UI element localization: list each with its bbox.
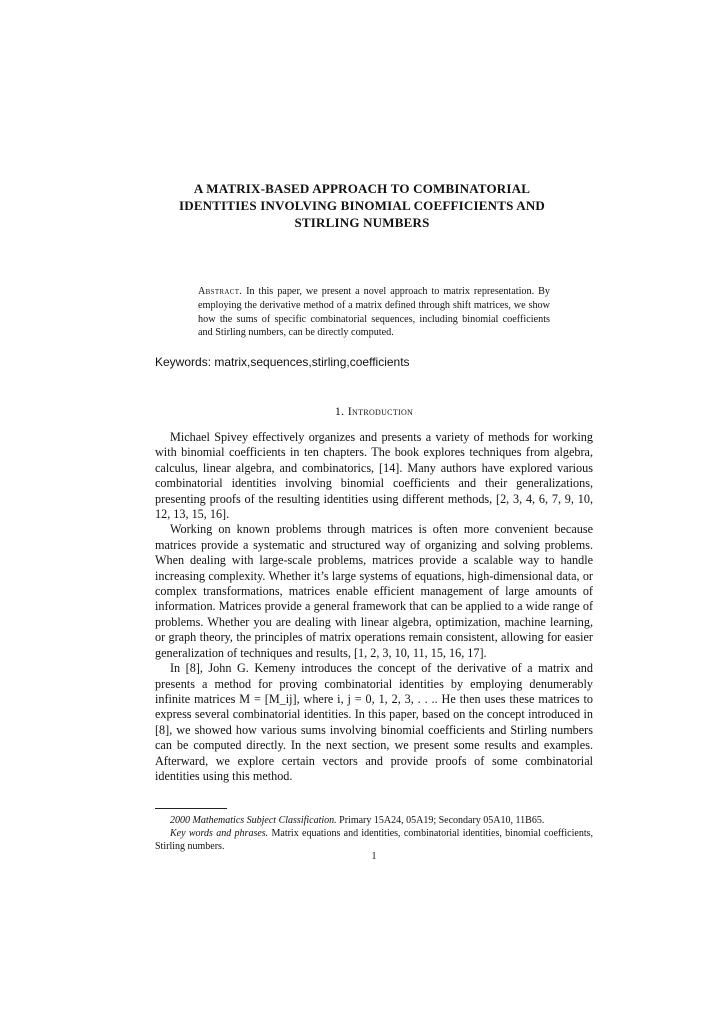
abstract-text: In this paper, we present a novel approach to matrix representation. By employing the derivative method of a matrix defined through shift matrices, we show how the sums of specific combinatorial sequences, including binomial coefficients and Stirling numbers, can be directly computed. (198, 286, 550, 339)
footnote-msc (155, 814, 593, 827)
paragraph-3: In [8], John G. Kemeny introduces the concept of the derivative of a matrix and presents a method for proving combinatorial identities by employing denumerably infinite matrices M = [M_ij], where i, j = 0, 1, 2, 3, . . .. He then uses these matrices to express several combinatorial identities. In this paper, based on the concept introduced in [8], we showed how various sums involving binomial coefficients and Stirling numbers can be computed directly. In the next section, we present some results and examples. Afterward, we explore certain vectors and provide proofs of some combinatorial identities using this method. (155, 661, 593, 783)
page-number: 1 (371, 851, 377, 862)
keywords-line: Keywords: matrix,sequences,stirling,coefficients (155, 355, 410, 369)
paragraph-1: Michael Spivey effectively organizes and presents a variety of methods for working with binomial coefficients in ten chapters. The book explores techniques from algebra, calculus, linear algebra, and combinatorics, [14]. Many authors have explored various combinatorial identities involving binomial coefficients and their generalizations, presenting proofs of the resulting identities using different methods, [2, 3, 4, 6, 7, 9, 10, 12, 13, 15, 16]. (155, 430, 593, 522)
title-line-3: STIRLING NUMBERS (294, 215, 430, 230)
footnote-keywords (155, 827, 593, 853)
footnote-keywords-text: Matrix equations and identities, combinatorial identities, binomial coefficients, Stirling numbers. (155, 828, 593, 852)
footnote-keywords-label: Key words and phrases. (170, 828, 269, 839)
footnote-rule (155, 808, 227, 809)
title-line-1: A MATRIX-BASED APPROACH TO COMBINATORIAL (193, 181, 531, 196)
section-heading-introduction: 1. Introduction (334, 404, 414, 418)
paragraph-2: Working on known problems through matrices is often more convenient because matrices provide a systematic and structured way of organizing and solving problems. When dealing with large-scale problems, matrices provide a scalable way to handle increasing complexity. Whether it’s large systems of equations, high-dimensional data, or complex transformations, matrices enable efficient management of large amounts of information. Matrices provide a general framework that can be applied to a wide range of problems. Whether you are dealing with linear algebra, optimization, machine learning, or graph theory, the principles of matrix operations remain consistent, allowing for easier generalization of techniques and results, [1, 2, 3, 10, 11, 15, 16, 17]. (155, 522, 593, 660)
abstract (198, 285, 550, 340)
introduction-body (155, 430, 593, 784)
footnote-msc-label: 2000 Mathematics Subject Classification. (170, 815, 337, 826)
title-line-2: IDENTITIES INVOLVING BINOMIAL COEFFICIENTS AND (178, 198, 546, 213)
footnote-msc-text: Primary 15A24, 05A19; Secondary 05A10, 11B65. (339, 815, 545, 826)
abstract-lead: Abstract. (198, 286, 243, 297)
paper-title (140, 180, 584, 231)
footnotes (155, 814, 593, 853)
